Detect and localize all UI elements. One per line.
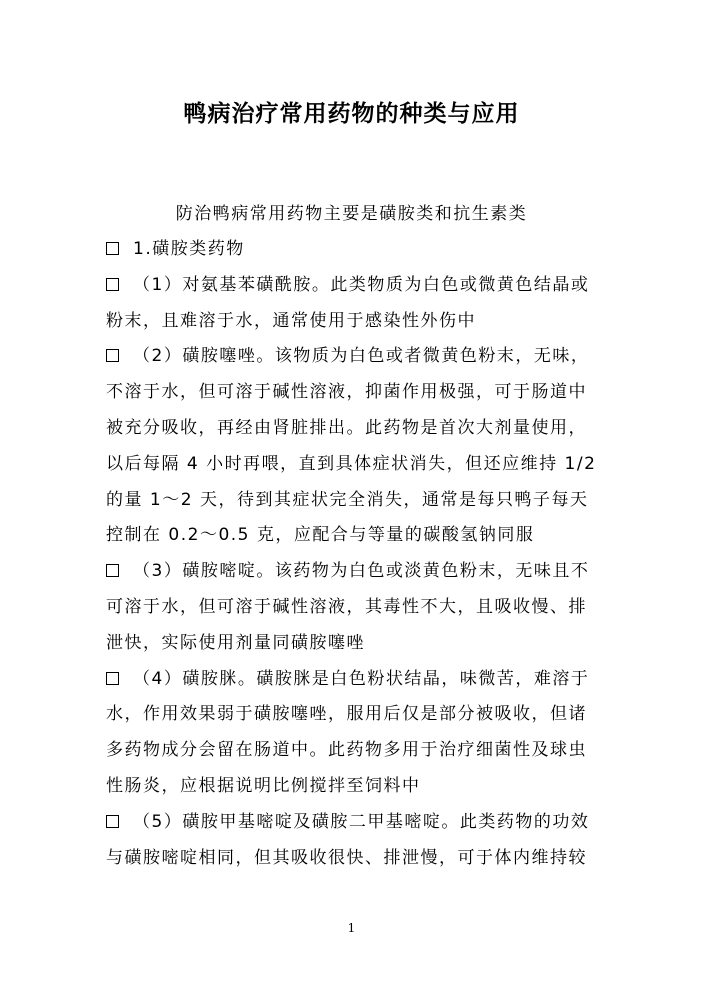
document-title: 鸭病治疗常用药物的种类与应用 bbox=[183, 101, 520, 127]
paragraph-line bbox=[106, 805, 600, 841]
paragraph-line bbox=[106, 304, 600, 340]
line-text: 粉末，且难溶于水，通常使用于感染性外伤中 bbox=[106, 310, 476, 331]
line-text: （1）对氨基苯磺酰胺。此类物质为白色或微黄色结晶或 bbox=[133, 274, 590, 295]
paragraph bbox=[106, 805, 600, 877]
paragraph-line bbox=[106, 447, 600, 483]
paragraph-line bbox=[106, 518, 600, 554]
intro-line: 防治鸭病常用药物主要是磺胺类和抗生素类 bbox=[175, 204, 528, 224]
paragraph-line bbox=[106, 769, 600, 805]
paragraph-line bbox=[106, 662, 600, 698]
paragraph bbox=[106, 554, 600, 661]
paragraph-line bbox=[106, 339, 600, 375]
checkbox-square-icon bbox=[106, 349, 119, 362]
checkbox-square-icon bbox=[106, 564, 119, 577]
paragraph-line bbox=[106, 268, 600, 304]
paragraph-line bbox=[106, 483, 600, 519]
paragraph-line bbox=[106, 733, 600, 769]
paragraph-line bbox=[106, 375, 600, 411]
checkbox-square-icon bbox=[106, 278, 119, 291]
checkbox-square-icon bbox=[106, 242, 119, 255]
line-text: 的量 1～2 天，待到其症状完全消失，通常是每只鸭子每天 bbox=[106, 489, 589, 510]
paragraph bbox=[106, 232, 600, 268]
paragraph bbox=[106, 268, 600, 340]
paragraph-line bbox=[106, 590, 600, 626]
line-text: 1.磺胺类药物 bbox=[133, 239, 245, 259]
line-text: 不溶于水，但可溶于碱性溶液，抑菌作用极强，可于肠道中 bbox=[106, 382, 587, 403]
checkbox-square-icon bbox=[106, 815, 119, 828]
line-text: 可溶于水，但可溶于碱性溶液，其毒性不大，且吸收慢、排 bbox=[106, 596, 587, 617]
line-text: 水，作用效果弱于磺胺噻唑，服用后仅是部分被吸收，但诸 bbox=[106, 704, 587, 725]
line-text: 多药物成分会留在肠道中。此药物多用于治疗细菌性及球虫 bbox=[106, 740, 587, 761]
line-text: 与磺胺嘧啶相同，但其吸收很快、排泄慢，可于体内维持较 bbox=[106, 847, 587, 868]
line-text: 性肠炎，应根据说明比例搅拌至饲料中 bbox=[106, 775, 421, 796]
line-text: 以后每隔 4 小时再喂，直到具体症状消失，但还应维持 1/2 bbox=[106, 453, 597, 474]
line-text: 泄快，实际使用剂量同磺胺噻唑 bbox=[106, 632, 365, 653]
document-body bbox=[106, 232, 600, 876]
line-text: （2）磺胺噻唑。该物质为白色或者微黄色粉末，无味， bbox=[133, 346, 590, 367]
line-text: 被充分吸收，再经由肾脏排出。此药物是首次大剂量使用， bbox=[106, 417, 587, 438]
paragraph-line bbox=[106, 554, 600, 590]
line-text: （3）磺胺嘧啶。该药物为白色或淡黄色粉末，无味且不 bbox=[133, 561, 590, 582]
paragraph bbox=[106, 339, 600, 554]
line-text: （4）磺胺脒。磺胺脒是白色粉状结晶，味微苦，难溶于 bbox=[133, 668, 590, 689]
checkbox-square-icon bbox=[106, 672, 119, 685]
paragraph-line bbox=[106, 626, 600, 662]
page-number: 1 bbox=[347, 921, 356, 935]
paragraph-line bbox=[106, 232, 600, 268]
line-text: （5）磺胺甲基嘧啶及磺胺二甲基嘧啶。此类药物的功效 bbox=[133, 811, 590, 832]
line-text: 控制在 0.2～0.5 克，应配合与等量的碳酸氢钠同服 bbox=[106, 525, 535, 546]
paragraph-line bbox=[106, 697, 600, 733]
paragraph-line bbox=[106, 841, 600, 877]
paragraph bbox=[106, 662, 600, 805]
paragraph-line bbox=[106, 411, 600, 447]
